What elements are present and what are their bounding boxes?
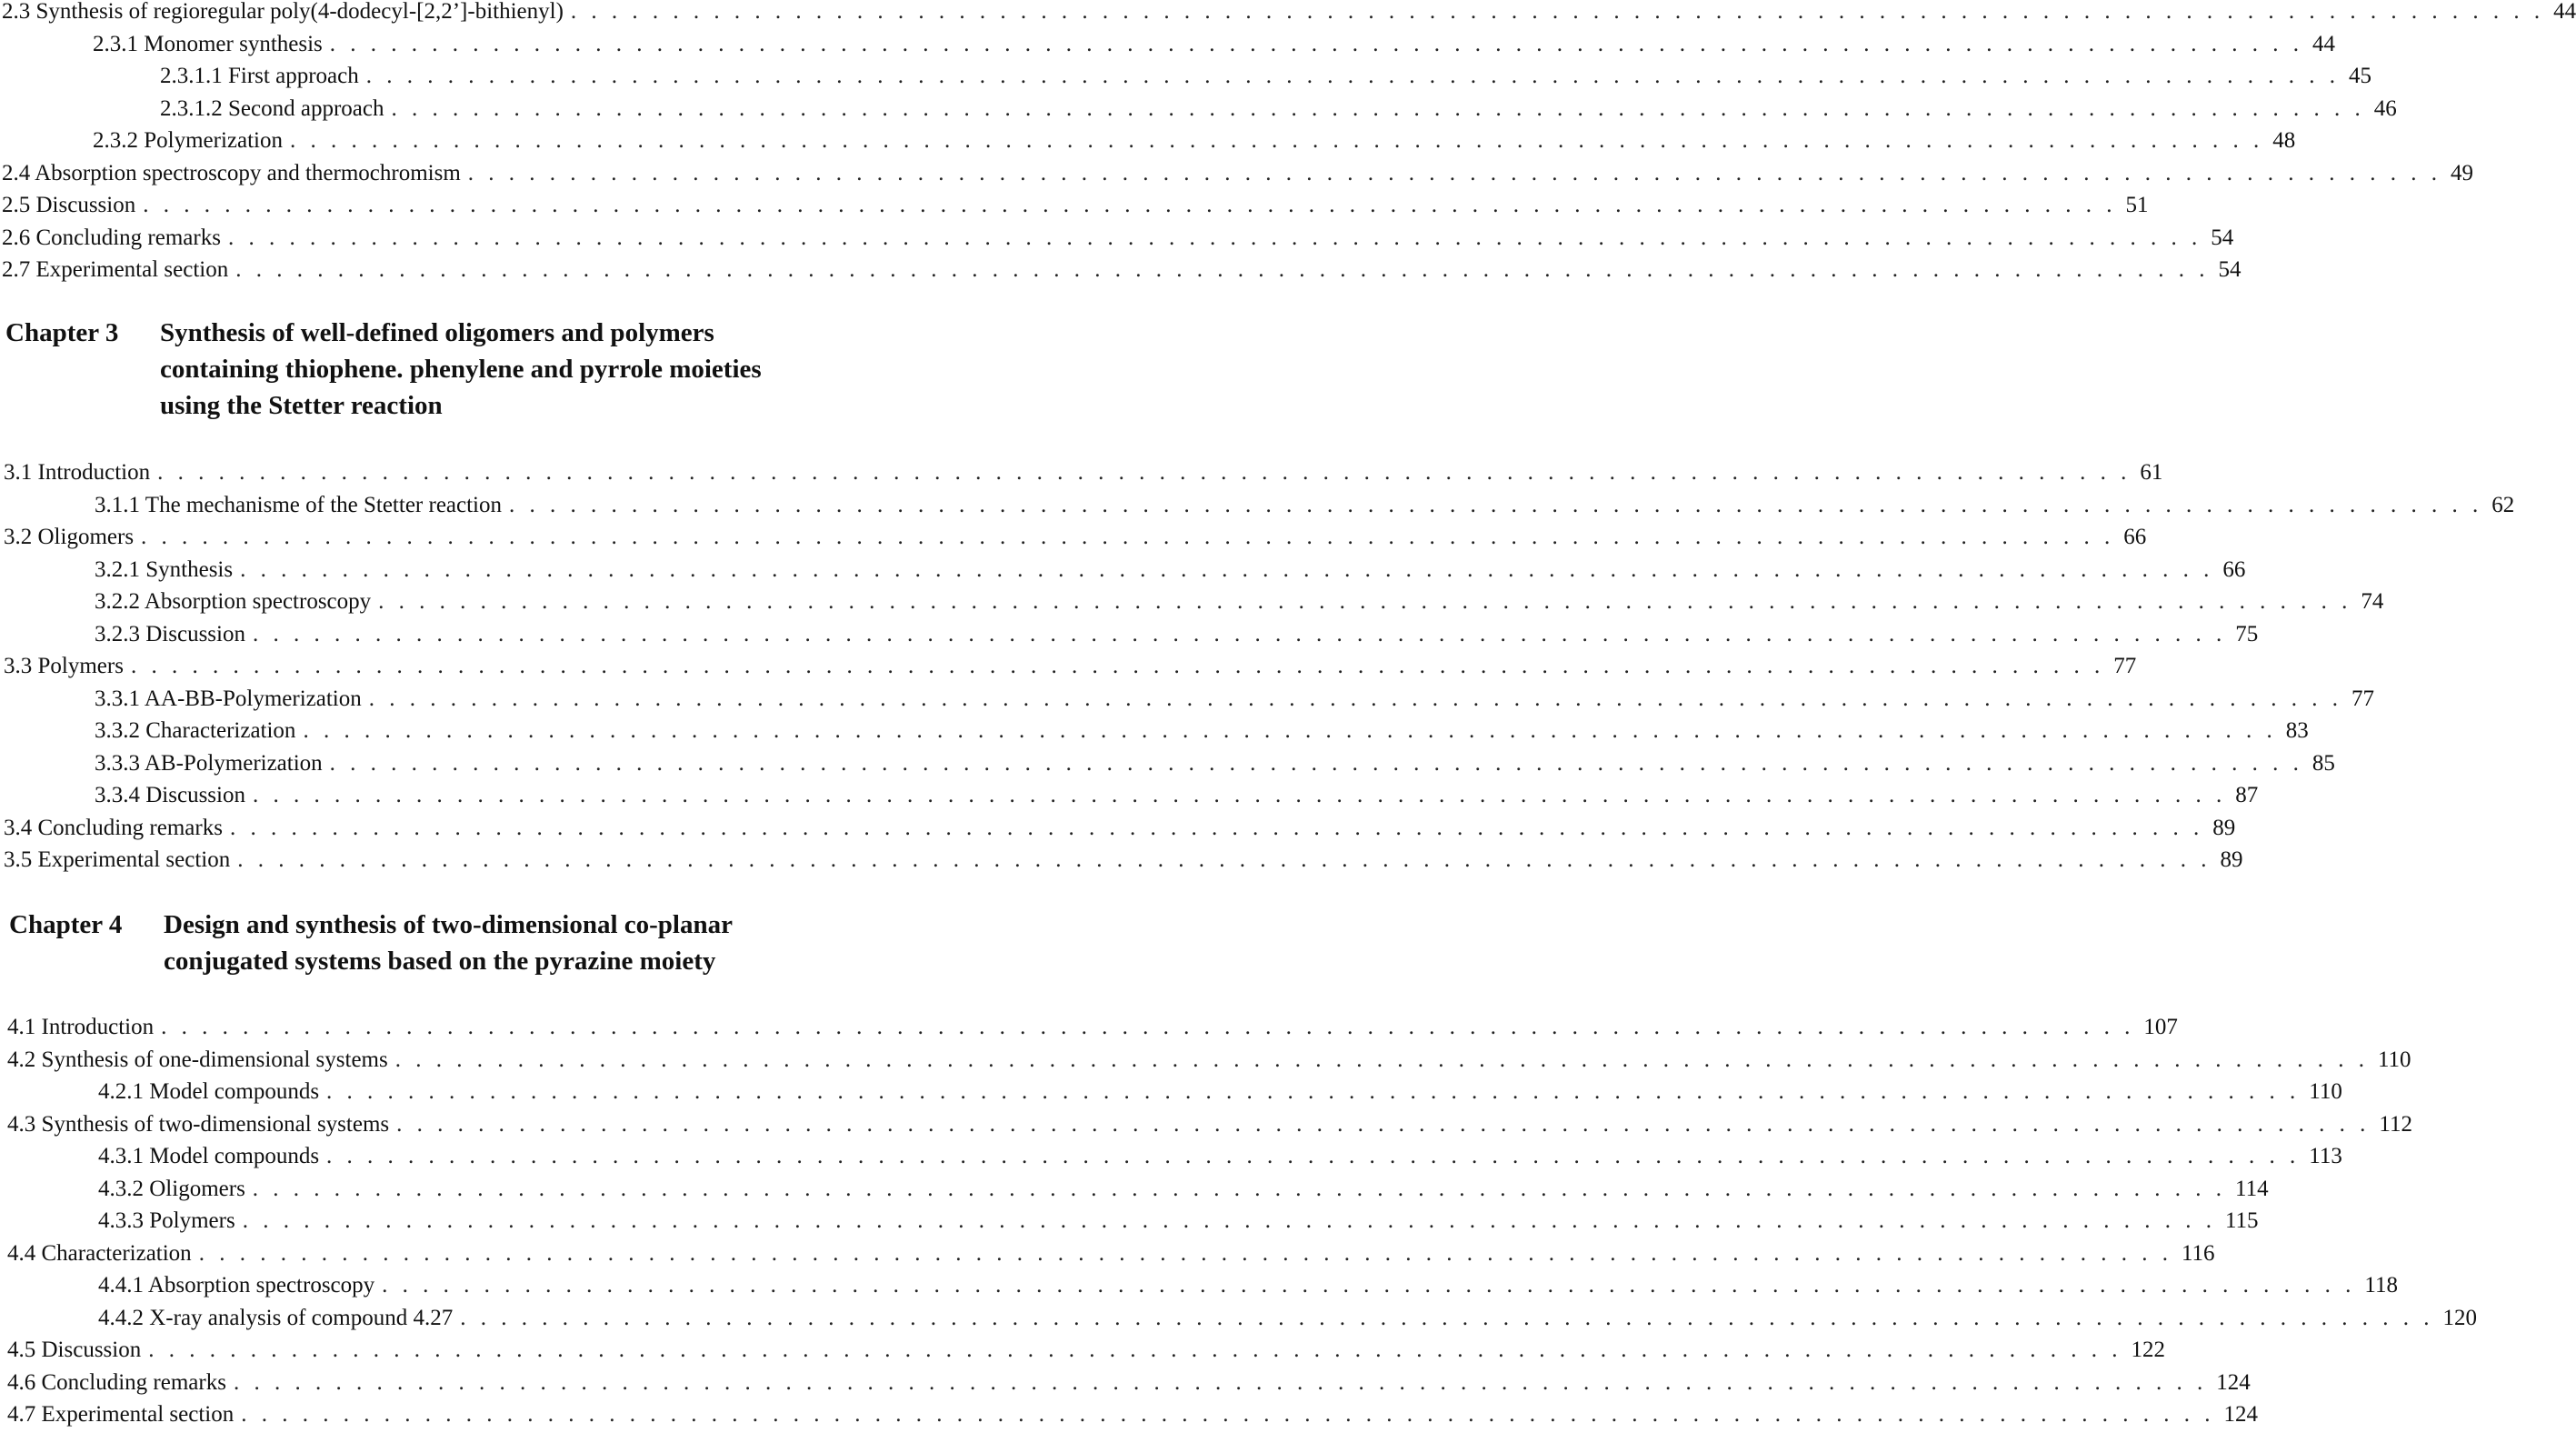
toc-entry-page-number: 44 <box>2312 31 2336 56</box>
toc-entry-page-number: 115 <box>2224 1208 2259 1233</box>
toc-entry-title: 2.6 Concluding remarks <box>2 225 221 250</box>
toc-entry-title: 4.6 Concluding remarks <box>7 1369 226 1395</box>
toc-entry-title: 3.5 Experimental section <box>4 847 231 872</box>
toc-entry-title: 4.3.1 Model compounds <box>98 1144 320 1168</box>
toc-entry-page-number: 87 <box>2235 783 2259 807</box>
toc-entry-page-number: 51 <box>2125 193 2149 217</box>
toc-entry-page-number: 66 <box>2222 556 2246 582</box>
toc-entry <box>0 844 2243 877</box>
toc-entry <box>0 618 2259 651</box>
dot-leader <box>228 222 2202 255</box>
dot-leader <box>161 1011 2134 1044</box>
chapter-4-label: Chapter 4 <box>9 910 123 939</box>
toc-entry <box>0 1076 2342 1108</box>
toc-entry-page-number: 124 <box>2223 1402 2258 1427</box>
toc-entry <box>0 1302 2477 1335</box>
toc-entry <box>0 0 2576 28</box>
chapter-3-label: Chapter 3 <box>5 318 119 347</box>
toc-entry <box>0 254 2242 286</box>
toc-entry <box>0 683 2374 716</box>
toc-entry <box>0 650 2137 683</box>
toc-entry-page-number: 110 <box>2309 1079 2342 1104</box>
toc-entry-title: 2.7 Experimental section <box>2 257 229 282</box>
toc-entry-page-number: 44 <box>2553 0 2576 24</box>
dot-leader <box>131 650 2104 683</box>
toc-entry-page-number: 124 <box>2216 1369 2251 1395</box>
dot-leader <box>253 618 2226 651</box>
dot-leader <box>241 1398 2214 1431</box>
toc-entry-title: 4.5 Discussion <box>7 1338 142 1362</box>
toc-entry <box>0 1238 2215 1270</box>
toc-entry <box>0 521 2147 554</box>
toc-entry-title: 2.5 Discussion <box>2 193 136 217</box>
toc-entry <box>0 1367 2251 1399</box>
toc-entry-title: 4.4.2 X-ray analysis of compound 4.27 <box>98 1305 454 1330</box>
dot-leader <box>253 779 2226 812</box>
dot-leader <box>468 157 2441 190</box>
toc-entry-page-number: 48 <box>2272 128 2296 153</box>
toc-entry-title: 2.3.1 Monomer synthesis <box>93 31 323 56</box>
toc-entry-title: 4.2 Synthesis of one-dimensional systems <box>7 1047 388 1072</box>
toc-entry-page-number: 112 <box>2379 1111 2412 1137</box>
toc-entry-title: 2.3.2 Polymerization <box>93 128 283 153</box>
toc-entry <box>0 812 2236 845</box>
toc-entry-page-number: 113 <box>2309 1144 2342 1168</box>
dot-leader <box>378 586 2351 618</box>
toc-entry-title: 4.4.1 Absorption spectroscopy <box>98 1273 375 1298</box>
toc-entry-title: 4.2.1 Model compounds <box>98 1079 320 1104</box>
toc-entry-page-number: 46 <box>2373 95 2397 121</box>
dot-leader <box>571 0 2544 28</box>
toc-entry-page-number: 77 <box>2113 654 2137 678</box>
toc-entry-title: 3.2 Oligomers <box>4 525 135 549</box>
toc-entry-title: 3.2.3 Discussion <box>95 621 245 646</box>
toc-entry-page-number: 114 <box>2235 1176 2269 1201</box>
toc-entry <box>0 125 2296 157</box>
toc-entry-title: 3.1.1 The mechanisme of the Stetter reaction <box>95 492 502 517</box>
toc-entry <box>0 489 2515 522</box>
dot-leader <box>235 254 2209 286</box>
toc-entry <box>0 1044 2411 1077</box>
toc-entry-page-number: 118 <box>2364 1273 2398 1298</box>
toc-entry-title: 3.2.2 Absorption spectroscopy <box>95 589 372 614</box>
dot-leader <box>391 93 2364 125</box>
toc-entry-title: 2.4 Absorption spectroscopy and thermochromism <box>2 160 461 185</box>
chapter-3-title: Synthesis of well-defined oligomers and polymers containing thiophene. phenylene and pyrrole moieties using the Stetter reaction <box>160 318 762 420</box>
dot-leader <box>330 747 2303 780</box>
dot-leader <box>382 1269 2355 1302</box>
toc-entry <box>0 189 2149 222</box>
dot-leader <box>234 1367 2207 1399</box>
toc-entry-page-number: 107 <box>2143 1015 2178 1039</box>
dot-leader <box>509 489 2482 522</box>
toc-entry-page-number: 74 <box>2361 589 2384 614</box>
toc-entry <box>0 1269 2398 1302</box>
toc-entry-title: 3.3.4 Discussion <box>95 783 245 807</box>
toc-entry-page-number: 45 <box>2348 64 2371 88</box>
toc-entry-title: 3.3.2 Characterization <box>95 718 296 743</box>
toc-entry <box>0 1173 2269 1206</box>
toc-entry-page-number: 62 <box>2491 492 2515 517</box>
dot-leader <box>199 1238 2172 1270</box>
toc-entry-title: 2.3.1.2 Second approach <box>160 95 384 121</box>
chapter-3-heading <box>5 315 762 424</box>
dot-leader <box>290 125 2263 157</box>
dot-leader <box>141 521 2114 554</box>
toc-entry-title: 4.7 Experimental section <box>7 1402 235 1427</box>
toc-entry-title: 4.4 Characterization <box>7 1240 192 1266</box>
chapter-4-title: Design and synthesis of two-dimensional co-planar conjugated systems based on the pyrazine moiety <box>164 910 733 976</box>
toc-entry-title: 4.3 Synthesis of two-dimensional systems <box>7 1111 390 1137</box>
toc-entry-title: 3.3.3 AB-Polymerization <box>95 750 323 776</box>
toc-chapter-4-entries <box>0 1011 2477 1431</box>
toc-entry-page-number: 77 <box>2351 686 2374 711</box>
toc-entry-page-number: 89 <box>2212 815 2236 840</box>
toc-entry-title: 3.1 Introduction <box>4 460 151 485</box>
toc-entry-page-number: 66 <box>2123 525 2147 549</box>
toc-entry <box>0 222 2234 255</box>
toc-entry <box>0 1398 2258 1431</box>
toc-section-top <box>0 0 2576 286</box>
dot-leader <box>148 1334 2122 1367</box>
toc-entry <box>0 157 2474 190</box>
dot-leader <box>157 456 2131 489</box>
dot-leader <box>237 844 2211 877</box>
toc-entry <box>0 586 2384 618</box>
toc-entry-page-number: 49 <box>2451 160 2474 185</box>
dot-leader <box>243 1205 2216 1238</box>
dot-leader <box>253 1173 2226 1206</box>
toc-entry <box>0 1334 2165 1367</box>
toc-entry-title: 2.3.1.1 First approach <box>160 64 359 88</box>
toc-entry <box>0 715 2309 747</box>
dot-leader <box>326 1076 2300 1108</box>
dot-leader <box>240 554 2213 586</box>
dot-leader <box>460 1302 2433 1335</box>
toc-entry <box>0 779 2259 812</box>
toc-entry <box>0 747 2335 780</box>
dot-leader <box>395 1044 2369 1077</box>
toc-entry-title: 4.3.3 Polymers <box>98 1208 235 1233</box>
dot-leader <box>366 60 2340 93</box>
toc-entry-page-number: 75 <box>2235 621 2259 646</box>
toc-entry-title: 3.4 Concluding remarks <box>4 815 223 840</box>
toc-entry-page-number: 85 <box>2311 750 2335 776</box>
toc-entry <box>0 456 2163 489</box>
dot-leader <box>369 683 2342 716</box>
toc-entry-title: 4.1 Introduction <box>7 1015 155 1039</box>
toc-entry-page-number: 122 <box>2131 1338 2165 1362</box>
toc-entry <box>0 554 2246 586</box>
toc-entry-page-number: 61 <box>2140 460 2163 485</box>
toc-entry <box>0 1108 2412 1141</box>
dot-leader <box>326 1140 2300 1173</box>
dot-leader <box>330 28 2303 61</box>
toc-entry-page-number: 54 <box>2211 225 2234 250</box>
dot-leader <box>143 189 2116 222</box>
toc-entry-title: 3.3.1 AA-BB-Polymerization <box>95 686 362 711</box>
toc-entry-page-number: 110 <box>2377 1047 2411 1072</box>
toc-entry-page-number: 83 <box>2285 718 2309 743</box>
toc-entry-page-number: 89 <box>2220 847 2243 872</box>
toc-entry-title: 3.3 Polymers <box>4 654 124 678</box>
toc-entry-page-number: 120 <box>2442 1305 2477 1330</box>
dot-leader <box>230 812 2203 845</box>
toc-entry <box>0 1140 2342 1173</box>
toc-entry <box>0 60 2371 93</box>
dot-leader <box>303 715 2276 747</box>
dot-leader <box>396 1108 2370 1141</box>
toc-entry <box>0 93 2397 125</box>
toc-entry-page-number: 116 <box>2181 1240 2215 1266</box>
toc-entry-title: 4.3.2 Oligomers <box>98 1176 245 1201</box>
toc-entry <box>0 28 2336 61</box>
chapter-4-heading <box>9 907 733 979</box>
toc-chapter-3-entries <box>0 456 2515 877</box>
toc-entry <box>0 1205 2259 1238</box>
toc-entry <box>0 1011 2178 1044</box>
toc-entry-page-number: 54 <box>2218 257 2242 282</box>
toc-entry-title: 3.2.1 Synthesis <box>95 556 234 582</box>
toc-entry-title: 2.3 Synthesis of regioregular poly(4-dodecyl-[2,2’]-bithienyl) <box>2 0 564 24</box>
